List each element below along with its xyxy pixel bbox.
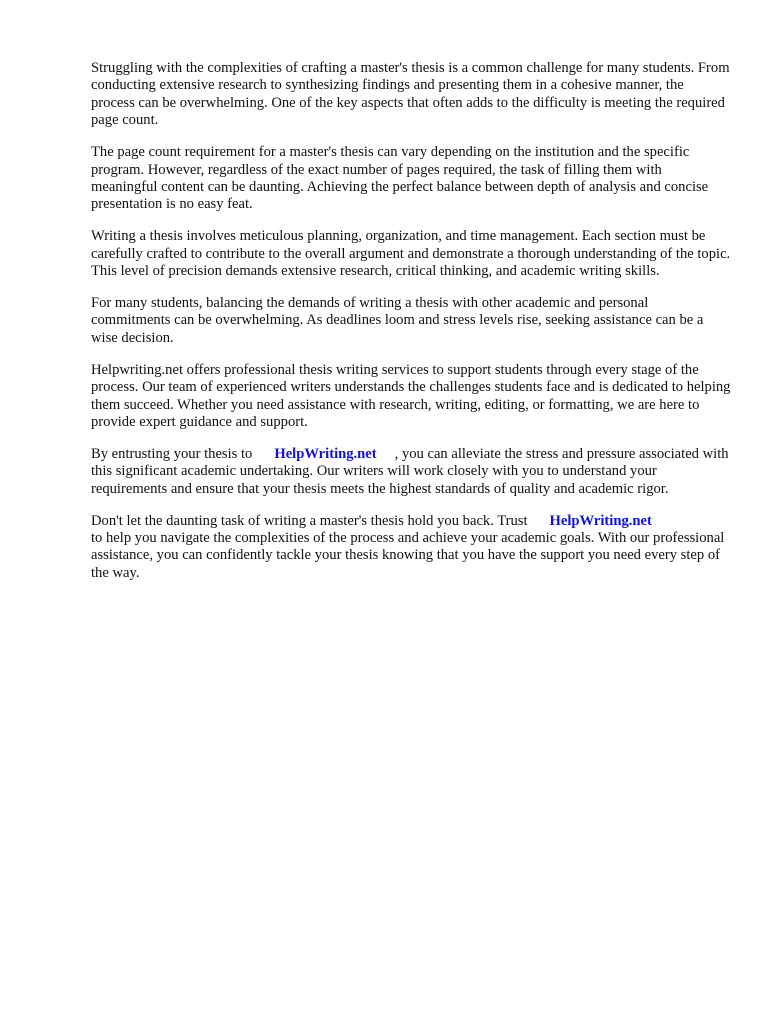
- paragraph-6-tail-text: , you can alleviate the stress and pressure associated with this significant academic undertaking. Our writers will work closely with you to understand your requirements and ensure that your thesis meets the highest standards of quality and academic rigor.: [91, 445, 729, 497]
- paragraph-7-lead-text: Don't let the daunting task of writing a master's thesis hold you back. Trust: [91, 512, 528, 529]
- paragraph-2: The page count requirement for a master's thesis can vary depending on the institution and the specific program. However, regardless of the exact number of pages required, the task of filling them with meaningful content can be daunting. Achieving the perfect balance between depth of analysis and concise presentation is no easy feat.: [91, 144, 709, 213]
- helpwriting-link[interactable]: HelpWriting.net: [274, 445, 377, 462]
- paragraph-1: Struggling with the complexities of crafting a master's thesis is a common challenge for many students. From conducting extensive research to synthesizing findings and presenting them in a cohesive manner, the process can be overwhelming. One of the key aspects that often adds to the difficulty is meeting the required page count.: [91, 60, 730, 129]
- document-body: [91, 60, 731, 597]
- paragraph-3: Writing a thesis involves meticulous planning, organization, and time management. Each section must be carefully crafted to contribute to the overall argument and demonstrate a thorough understanding of the topic. This level of precision demands extensive research, critical thinking, and academic writing skills.: [91, 228, 731, 280]
- paragraph-6-lead-text: By entrusting your thesis to: [91, 445, 253, 462]
- paragraph-6: [91, 446, 731, 498]
- helpwriting-link-trust[interactable]: HelpWriting.net: [549, 512, 652, 529]
- paragraph-7: [91, 513, 731, 583]
- paragraph-7-tail-text: to help you navigate the complexities of the process and achieve your academic goals. With our professional assistance, you can confidently tackle your thesis knowing that you have the support you need every step of the way.: [91, 529, 725, 581]
- paragraph-5: Helpwriting.net offers professional thesis writing services to support students through every stage of the process. Our team of experienced writers understands the challenges students face and is dedicated to helping them succeed. Whether you need assistance with research, writing, editing, or formatting, we are here to provide expert guidance and support.: [91, 361, 731, 430]
- paragraph-4: For many students, balancing the demands of writing a thesis with other academic and personal commitments can be overwhelming. As deadlines loom and stress levels rise, seeking assistance can be a wise decision.: [91, 294, 704, 346]
